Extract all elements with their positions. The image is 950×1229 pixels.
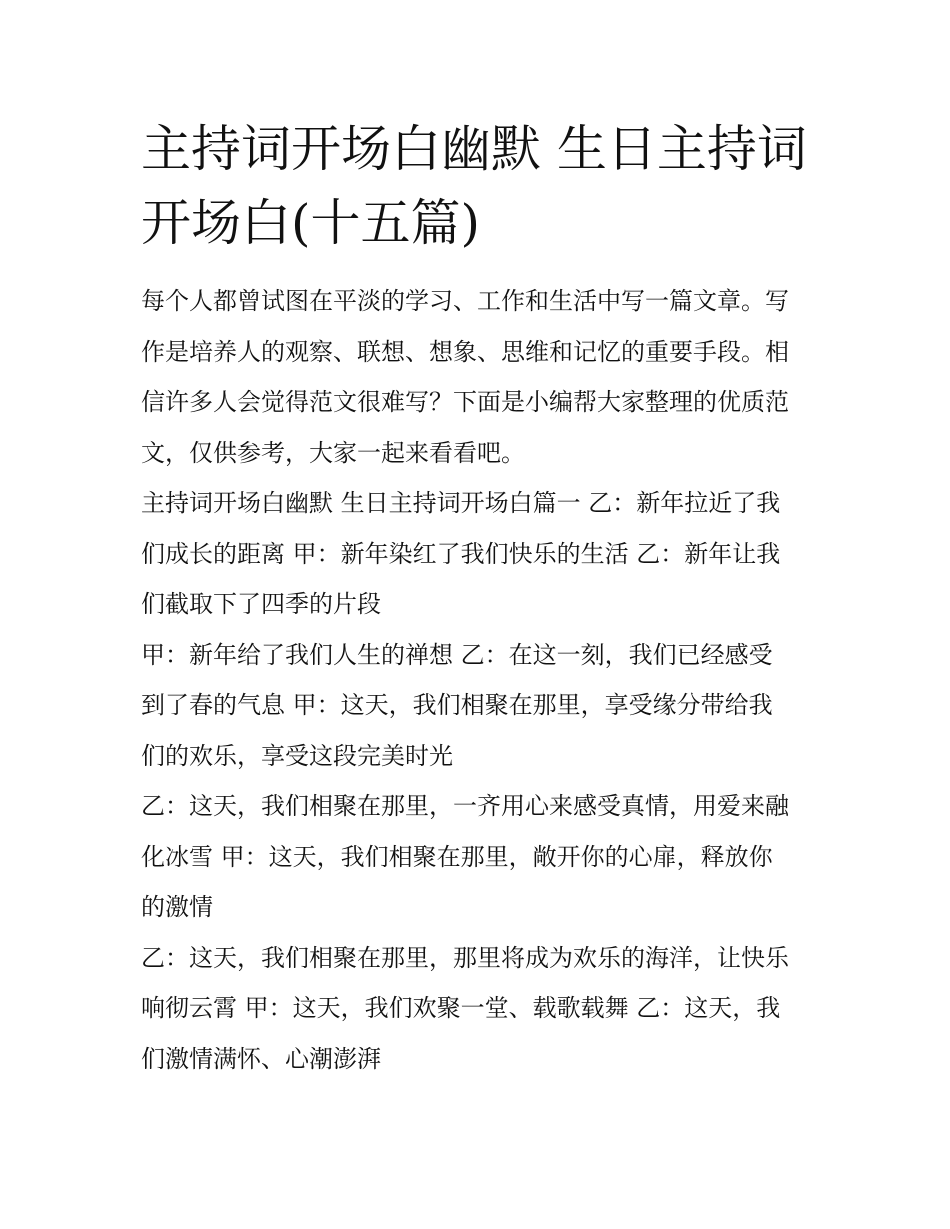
- text-line: 作是培养人的观察、联想、想象、思维和记忆的重要手段。相: [141, 337, 789, 366]
- text-line: 们激情满怀、心潮澎湃: [141, 1044, 381, 1073]
- text-line: 响彻云霄 甲：这天，我们欢聚一堂、载歌载舞 乙：这天，我: [141, 994, 781, 1022]
- text-line: 信许多人会觉得范文很难写？下面是小编帮大家整理的优质范: [141, 388, 789, 416]
- text-line: 文，仅供参考，大家一起来看看吧。: [141, 438, 525, 467]
- text-line: 每个人都曾试图在平淡的学习、工作和生活中写一篇文章。写: [141, 287, 789, 315]
- text-line: 们截取下了四季的片段: [141, 590, 381, 618]
- text-line: 乙：这天，我们相聚在那里，一齐用心来感受真情，用爱来融: [141, 792, 789, 820]
- document-body: [141, 276, 821, 1084]
- text-line: 们成长的距离 甲：新年染红了我们快乐的生活 乙：新年让我: [141, 539, 781, 568]
- title-line: 主持词开场白幽默 生日主持词: [141, 120, 807, 178]
- title-line: 开场白(十五篇): [141, 194, 481, 252]
- body-paragraph: [141, 933, 821, 1085]
- text-line: 乙：这天，我们相聚在那里，那里将成为欢乐的海洋，让快乐: [141, 943, 789, 972]
- text-line: 化冰雪 甲：这天，我们相聚在那里，敞开你的心扉，释放你: [141, 842, 773, 871]
- text-line: 主持词开场白幽默 生日主持词开场白篇一 乙：新年拉近了我: [141, 489, 781, 517]
- body-paragraph: [141, 630, 821, 782]
- document-title: [141, 112, 821, 260]
- body-paragraph: [141, 781, 821, 933]
- text-line: 甲：新年给了我们人生的禅想 乙：在这一刻，我们已经感受: [141, 640, 773, 669]
- text-line: 的激情: [141, 893, 213, 921]
- text-line: 到了春的气息 甲：这天，我们相聚在那里，享受缘分带给我: [141, 691, 773, 719]
- text-line: 们的欢乐，享受这段完美时光: [141, 741, 453, 770]
- intro-paragraph: [141, 276, 821, 478]
- body-paragraph: [141, 478, 821, 630]
